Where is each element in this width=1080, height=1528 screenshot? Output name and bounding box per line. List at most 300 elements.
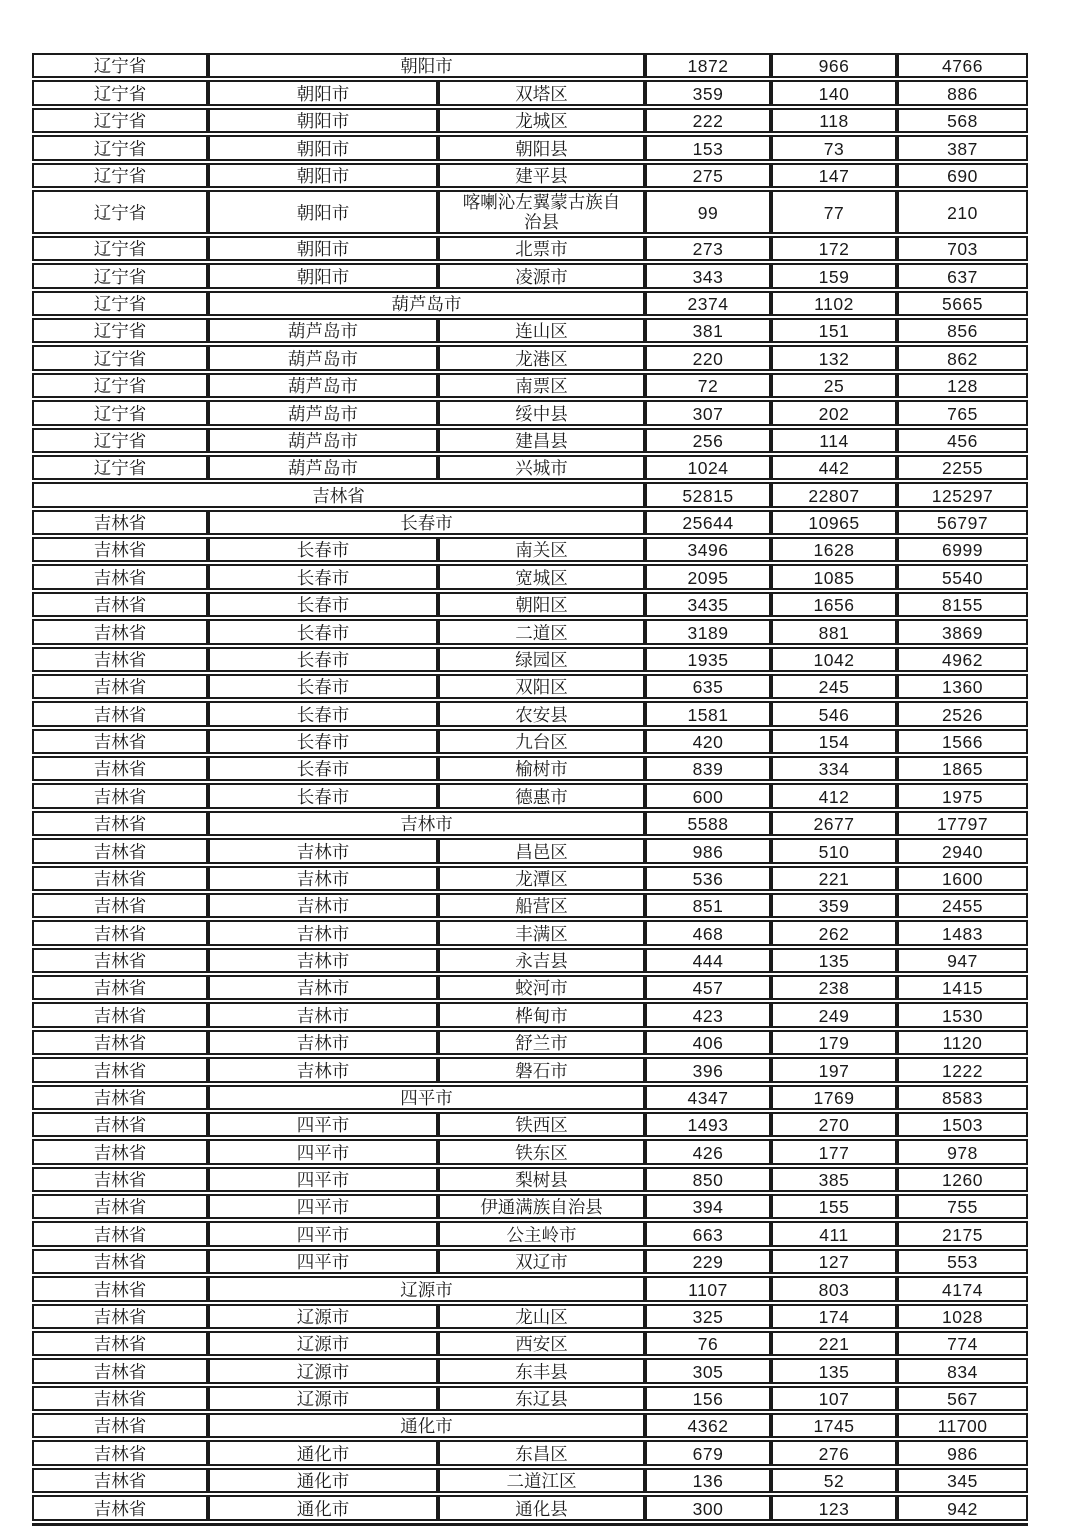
city-summary-cell-text: 辽源市 <box>400 1279 453 1300</box>
province-cell <box>32 236 208 261</box>
table-row <box>32 53 1028 78</box>
value-cell <box>645 838 771 863</box>
table-row <box>32 729 1028 754</box>
value-cell <box>897 53 1028 78</box>
value-cell <box>897 1440 1028 1465</box>
province-cell <box>32 1139 208 1164</box>
table-row <box>32 1249 1028 1274</box>
value-cell-text: 881 <box>818 622 850 643</box>
value-cell-text: 834 <box>947 1361 978 1382</box>
city-summary-cell <box>208 53 645 78</box>
county-cell <box>438 729 645 754</box>
value-cell-text: 359 <box>818 896 850 917</box>
county-cell <box>438 1249 645 1274</box>
value-cell <box>771 1358 897 1383</box>
province-cell-text: 吉林省 <box>93 704 147 725</box>
province-cell-text: 吉林省 <box>93 677 147 698</box>
value-cell <box>771 1139 897 1164</box>
city-cell-text: 辽源市 <box>296 1334 350 1355</box>
province-cell-text: 吉林省 <box>93 649 147 670</box>
value-cell-text: 22807 <box>808 485 860 506</box>
city-cell-text: 吉林市 <box>296 1060 350 1081</box>
province-cell <box>32 291 208 316</box>
county-cell <box>438 1030 645 1055</box>
value-cell <box>771 108 897 133</box>
city-cell-text: 长春市 <box>296 732 350 752</box>
city-cell <box>208 1002 438 1027</box>
value-cell <box>645 701 771 726</box>
value-cell <box>771 1331 897 1356</box>
value-cell <box>897 1468 1028 1493</box>
province-cell <box>32 190 208 234</box>
province-cell <box>32 1331 208 1356</box>
city-summary-cell-text: 吉林市 <box>400 814 453 835</box>
value-cell-text: 2255 <box>942 458 983 479</box>
value-cell <box>771 135 897 160</box>
value-cell-text: 1600 <box>942 868 983 889</box>
city-cell-text: 长春市 <box>296 704 350 725</box>
table-row <box>32 1002 1028 1027</box>
value-cell-text: 210 <box>947 202 978 223</box>
value-cell <box>645 163 771 188</box>
province-cell <box>32 811 208 836</box>
city-cell-text: 葫芦岛市 <box>288 430 358 451</box>
province-cell <box>32 53 208 78</box>
value-cell-text: 1102 <box>814 294 854 314</box>
county-cell <box>438 701 645 726</box>
value-cell-text: 8155 <box>942 595 983 616</box>
county-cell-text: 二道江区 <box>506 1471 577 1492</box>
value-cell-text: 862 <box>947 348 978 369</box>
value-cell <box>897 975 1028 1000</box>
county-cell-text: 昌邑区 <box>515 841 568 862</box>
city-cell <box>208 400 438 425</box>
value-cell <box>897 108 1028 133</box>
county-cell-text: 朝阳区 <box>515 595 568 616</box>
value-cell-text: 394 <box>692 1197 724 1218</box>
value-cell <box>897 1057 1028 1082</box>
city-cell <box>208 163 438 188</box>
province-cell <box>32 1112 208 1137</box>
value-cell <box>645 756 771 781</box>
value-cell-text: 222 <box>692 111 724 132</box>
value-cell-text: 426 <box>692 1142 724 1163</box>
county-cell <box>438 135 645 160</box>
value-cell <box>771 619 897 644</box>
city-cell-text: 朝阳市 <box>296 83 350 104</box>
county-cell-text: 桦甸市 <box>515 1005 568 1026</box>
county-cell <box>438 537 645 562</box>
county-cell <box>438 647 645 672</box>
value-cell-text: 25644 <box>682 513 734 533</box>
city-summary-cell <box>208 510 645 535</box>
province-cell-text: 吉林省 <box>93 923 147 944</box>
value-cell-text: 229 <box>692 1252 724 1273</box>
value-cell <box>771 400 897 425</box>
value-cell <box>645 291 771 316</box>
province-cell <box>32 510 208 535</box>
value-cell-text: 679 <box>692 1443 724 1464</box>
value-cell-text: 755 <box>947 1197 978 1218</box>
city-cell <box>208 1440 438 1465</box>
table-body <box>32 53 1028 1521</box>
value-cell <box>771 373 897 398</box>
county-cell-text: 双辽市 <box>515 1252 568 1273</box>
table-row <box>32 291 1028 316</box>
province-cell-text: 吉林省 <box>93 1115 147 1136</box>
county-cell <box>438 838 645 863</box>
city-summary-cell-text: 长春市 <box>400 513 453 533</box>
province-cell-text: 辽宁省 <box>93 403 147 424</box>
value-cell-text: 385 <box>818 1170 850 1190</box>
table-row <box>32 400 1028 425</box>
city-cell-text: 辽源市 <box>296 1389 350 1409</box>
value-cell <box>645 1386 771 1411</box>
province-cell-text: 吉林省 <box>93 978 147 999</box>
province-cell <box>32 108 208 133</box>
county-cell-text: 南关区 <box>515 540 568 561</box>
value-cell-text: 8583 <box>942 1087 983 1108</box>
value-cell <box>771 674 897 699</box>
city-cell-text: 朝阳市 <box>296 111 350 132</box>
value-cell <box>645 1249 771 1274</box>
province-cell <box>32 1249 208 1274</box>
county-cell-text: 梨树县 <box>515 1170 568 1190</box>
value-cell-text: 947 <box>947 951 978 971</box>
province-cell <box>32 1495 208 1520</box>
value-cell <box>645 190 771 234</box>
county-cell <box>438 948 645 973</box>
province-cell-text: 辽宁省 <box>93 165 147 186</box>
table-row <box>32 975 1028 1000</box>
county-cell <box>438 373 645 398</box>
value-cell-text: 197 <box>818 1060 850 1081</box>
value-cell-text: 127 <box>818 1252 850 1273</box>
province-cell <box>32 1221 208 1246</box>
province-cell <box>32 619 208 644</box>
value-cell <box>897 291 1028 316</box>
county-cell-text: 龙港区 <box>515 348 568 369</box>
table-row <box>32 1331 1028 1356</box>
city-cell <box>208 1358 438 1383</box>
value-cell <box>897 236 1028 261</box>
county-cell <box>438 893 645 918</box>
province-cell-text: 吉林省 <box>93 1361 147 1382</box>
value-cell <box>897 263 1028 288</box>
value-cell-text: 325 <box>692 1306 724 1327</box>
province-cell-text: 吉林省 <box>93 814 147 835</box>
city-cell-text: 四平市 <box>296 1142 350 1163</box>
value-cell-text: 4962 <box>942 649 983 670</box>
value-cell-text: 99 <box>697 202 719 223</box>
value-cell <box>645 80 771 105</box>
value-cell-text: 396 <box>692 1060 724 1081</box>
city-cell <box>208 263 438 288</box>
value-cell-text: 2526 <box>942 704 983 725</box>
city-summary-cell <box>208 1276 645 1301</box>
city-cell <box>208 948 438 973</box>
document-page <box>0 51 1080 1528</box>
value-cell <box>645 920 771 945</box>
city-cell-text: 通化市 <box>296 1471 350 1492</box>
city-cell <box>208 564 438 589</box>
value-cell <box>897 866 1028 891</box>
county-cell <box>438 564 645 589</box>
province-cell-text: 吉林省 <box>93 1498 147 1519</box>
province-cell <box>32 1413 208 1438</box>
city-cell-text: 通化市 <box>296 1443 350 1464</box>
value-cell-text: 1222 <box>942 1060 983 1081</box>
county-cell-text: 九台区 <box>515 732 568 752</box>
county-cell <box>438 108 645 133</box>
value-cell <box>771 1167 897 1192</box>
value-cell-text: 2677 <box>813 814 855 835</box>
value-cell <box>645 647 771 672</box>
table-row <box>32 1495 1028 1520</box>
table-row <box>32 1139 1028 1164</box>
value-cell-text: 803 <box>818 1279 850 1300</box>
value-cell-text: 3435 <box>687 595 729 616</box>
value-cell-text: 2940 <box>942 841 983 862</box>
city-summary-cell-text: 四平市 <box>400 1087 453 1108</box>
value-cell-text: 1769 <box>813 1087 855 1108</box>
county-cell-text: 南票区 <box>515 376 568 397</box>
value-cell <box>771 291 897 316</box>
city-summary-cell <box>208 291 645 316</box>
county-cell-text: 西安区 <box>515 1334 568 1355</box>
table-row <box>32 537 1028 562</box>
table-row <box>32 108 1028 133</box>
value-cell <box>897 647 1028 672</box>
province-cell-text: 吉林省 <box>93 1389 147 1409</box>
table-row <box>32 948 1028 973</box>
province-cell <box>32 783 208 808</box>
value-cell <box>645 674 771 699</box>
value-cell <box>897 701 1028 726</box>
province-cell-text: 辽宁省 <box>93 458 147 479</box>
city-cell <box>208 701 438 726</box>
value-cell <box>645 975 771 1000</box>
value-cell <box>897 1495 1028 1520</box>
value-cell-text: 839 <box>692 759 724 780</box>
value-cell-text: 4347 <box>687 1087 729 1108</box>
province-cell <box>32 163 208 188</box>
province-cell <box>32 647 208 672</box>
province-cell-text: 吉林省 <box>93 759 147 780</box>
city-cell-text: 朝阳市 <box>296 202 350 223</box>
value-cell-text: 1656 <box>813 595 855 616</box>
value-cell-text: 553 <box>947 1252 978 1273</box>
table-row <box>32 510 1028 535</box>
value-cell <box>897 1085 1028 1110</box>
province-cell <box>32 701 208 726</box>
value-cell <box>645 373 771 398</box>
value-cell-text: 275 <box>692 165 724 186</box>
county-cell <box>438 592 645 617</box>
city-cell <box>208 866 438 891</box>
province-cell-text: 吉林省 <box>93 1087 147 1108</box>
county-cell-text: 双阳区 <box>515 677 568 698</box>
table-row <box>32 592 1028 617</box>
province-cell <box>32 400 208 425</box>
table-row <box>32 1057 1028 1082</box>
value-cell <box>897 1386 1028 1411</box>
value-cell-text: 245 <box>818 677 850 698</box>
value-cell-text: 546 <box>818 704 850 725</box>
value-cell <box>897 1194 1028 1219</box>
value-cell-text: 256 <box>692 430 724 451</box>
value-cell <box>645 1057 771 1082</box>
value-cell-text: 128 <box>947 376 978 397</box>
county-cell-text: 东丰县 <box>515 1361 568 1382</box>
value-cell <box>897 756 1028 781</box>
table-row <box>32 619 1028 644</box>
county-cell-text: 北票市 <box>515 239 568 260</box>
city-cell <box>208 674 438 699</box>
county-cell-text: 通化县 <box>515 1498 568 1519</box>
value-cell <box>771 263 897 288</box>
value-cell-text: 1360 <box>942 677 983 698</box>
province-cell <box>32 729 208 754</box>
county-cell-text: 榆树市 <box>515 759 568 780</box>
county-cell <box>438 1112 645 1137</box>
value-cell <box>897 783 1028 808</box>
province-cell-text: 辽宁省 <box>93 83 147 104</box>
value-cell-text: 17797 <box>936 814 989 835</box>
value-cell-text: 1530 <box>942 1005 983 1026</box>
value-cell <box>771 1112 897 1137</box>
table-row <box>32 1221 1028 1246</box>
value-cell <box>645 729 771 754</box>
city-cell-text: 吉林市 <box>296 841 350 862</box>
value-cell-text: 159 <box>818 266 850 287</box>
value-cell-text: 444 <box>692 951 724 971</box>
table-row <box>32 838 1028 863</box>
table-row <box>32 163 1028 188</box>
province-cell-text: 辽宁省 <box>93 266 147 287</box>
county-cell <box>438 1057 645 1082</box>
table-row <box>32 1468 1028 1493</box>
province-cell-text: 吉林省 <box>93 513 147 533</box>
value-cell-text: 856 <box>947 321 978 342</box>
value-cell <box>645 1221 771 1246</box>
value-cell-text: 510 <box>818 841 850 862</box>
value-cell-text: 1975 <box>942 786 983 807</box>
county-cell <box>438 428 645 453</box>
province-cell-text: 吉林省 <box>93 1224 147 1245</box>
value-cell <box>897 1276 1028 1301</box>
county-cell <box>438 1221 645 1246</box>
value-cell <box>645 1358 771 1383</box>
value-cell-text: 1028 <box>942 1306 983 1327</box>
value-cell <box>897 373 1028 398</box>
city-cell-text: 四平市 <box>296 1197 350 1218</box>
value-cell-text: 663 <box>692 1224 724 1245</box>
city-cell-text: 葫芦岛市 <box>288 403 358 424</box>
value-cell <box>897 135 1028 160</box>
value-cell-text: 567 <box>947 1389 978 1409</box>
value-cell-text: 3189 <box>687 622 729 643</box>
value-cell <box>897 400 1028 425</box>
value-cell-text: 703 <box>947 239 978 260</box>
value-cell-text: 1872 <box>687 56 729 77</box>
county-cell-text: 绥中县 <box>515 403 568 424</box>
county-cell-text: 蛟河市 <box>515 978 568 999</box>
city-cell <box>208 1468 438 1493</box>
value-cell <box>645 318 771 343</box>
value-cell <box>645 866 771 891</box>
city-cell <box>208 455 438 480</box>
value-cell-text: 4766 <box>942 56 983 77</box>
city-cell <box>208 1112 438 1137</box>
value-cell-text: 635 <box>692 677 724 698</box>
province-cell <box>32 263 208 288</box>
county-cell <box>438 263 645 288</box>
table-row <box>32 1167 1028 1192</box>
province-cell-text: 辽宁省 <box>93 239 147 260</box>
province-cell-text: 吉林省 <box>93 896 147 917</box>
county-cell <box>438 1304 645 1329</box>
county-cell <box>438 1331 645 1356</box>
county-cell-text: 兴城市 <box>515 458 568 479</box>
city-cell <box>208 756 438 781</box>
value-cell <box>771 80 897 105</box>
province-cell-text: 吉林省 <box>93 841 147 862</box>
value-cell <box>645 1468 771 1493</box>
county-cell-text: 丰满区 <box>515 923 568 944</box>
county-cell-text: 农安县 <box>515 704 568 725</box>
county-cell <box>438 1139 645 1164</box>
table-row <box>32 236 1028 261</box>
value-cell <box>771 428 897 453</box>
table-row <box>32 80 1028 105</box>
value-cell-text: 345 <box>947 1471 978 1492</box>
value-cell-text: 273 <box>692 239 724 260</box>
province-cell <box>32 1468 208 1493</box>
value-cell-text: 249 <box>818 1005 850 1026</box>
city-cell <box>208 838 438 863</box>
value-cell-text: 765 <box>947 403 978 424</box>
table-row <box>32 674 1028 699</box>
value-cell-text: 56797 <box>936 513 989 533</box>
value-cell <box>897 619 1028 644</box>
city-cell <box>208 592 438 617</box>
table-row <box>32 701 1028 726</box>
table-row <box>32 1112 1028 1137</box>
value-cell <box>897 592 1028 617</box>
city-cell-text: 朝阳市 <box>296 165 350 186</box>
province-cell <box>32 345 208 370</box>
value-cell-text: 3496 <box>687 540 729 561</box>
value-cell <box>645 135 771 160</box>
table-row <box>32 1085 1028 1110</box>
province-cell <box>32 975 208 1000</box>
value-cell <box>897 1002 1028 1027</box>
value-cell <box>771 893 897 918</box>
value-cell <box>897 345 1028 370</box>
county-cell <box>438 1495 645 1520</box>
city-cell <box>208 1331 438 1356</box>
value-cell <box>645 893 771 918</box>
province-cell-text: 辽宁省 <box>93 376 147 397</box>
value-cell <box>771 455 897 480</box>
city-cell-text: 辽源市 <box>296 1361 350 1382</box>
value-cell-text: 174 <box>818 1306 850 1327</box>
city-cell-text: 吉林市 <box>296 896 350 917</box>
city-summary-cell-text: 通化市 <box>400 1416 453 1437</box>
value-cell-text: 221 <box>818 1334 850 1355</box>
city-cell <box>208 1221 438 1246</box>
